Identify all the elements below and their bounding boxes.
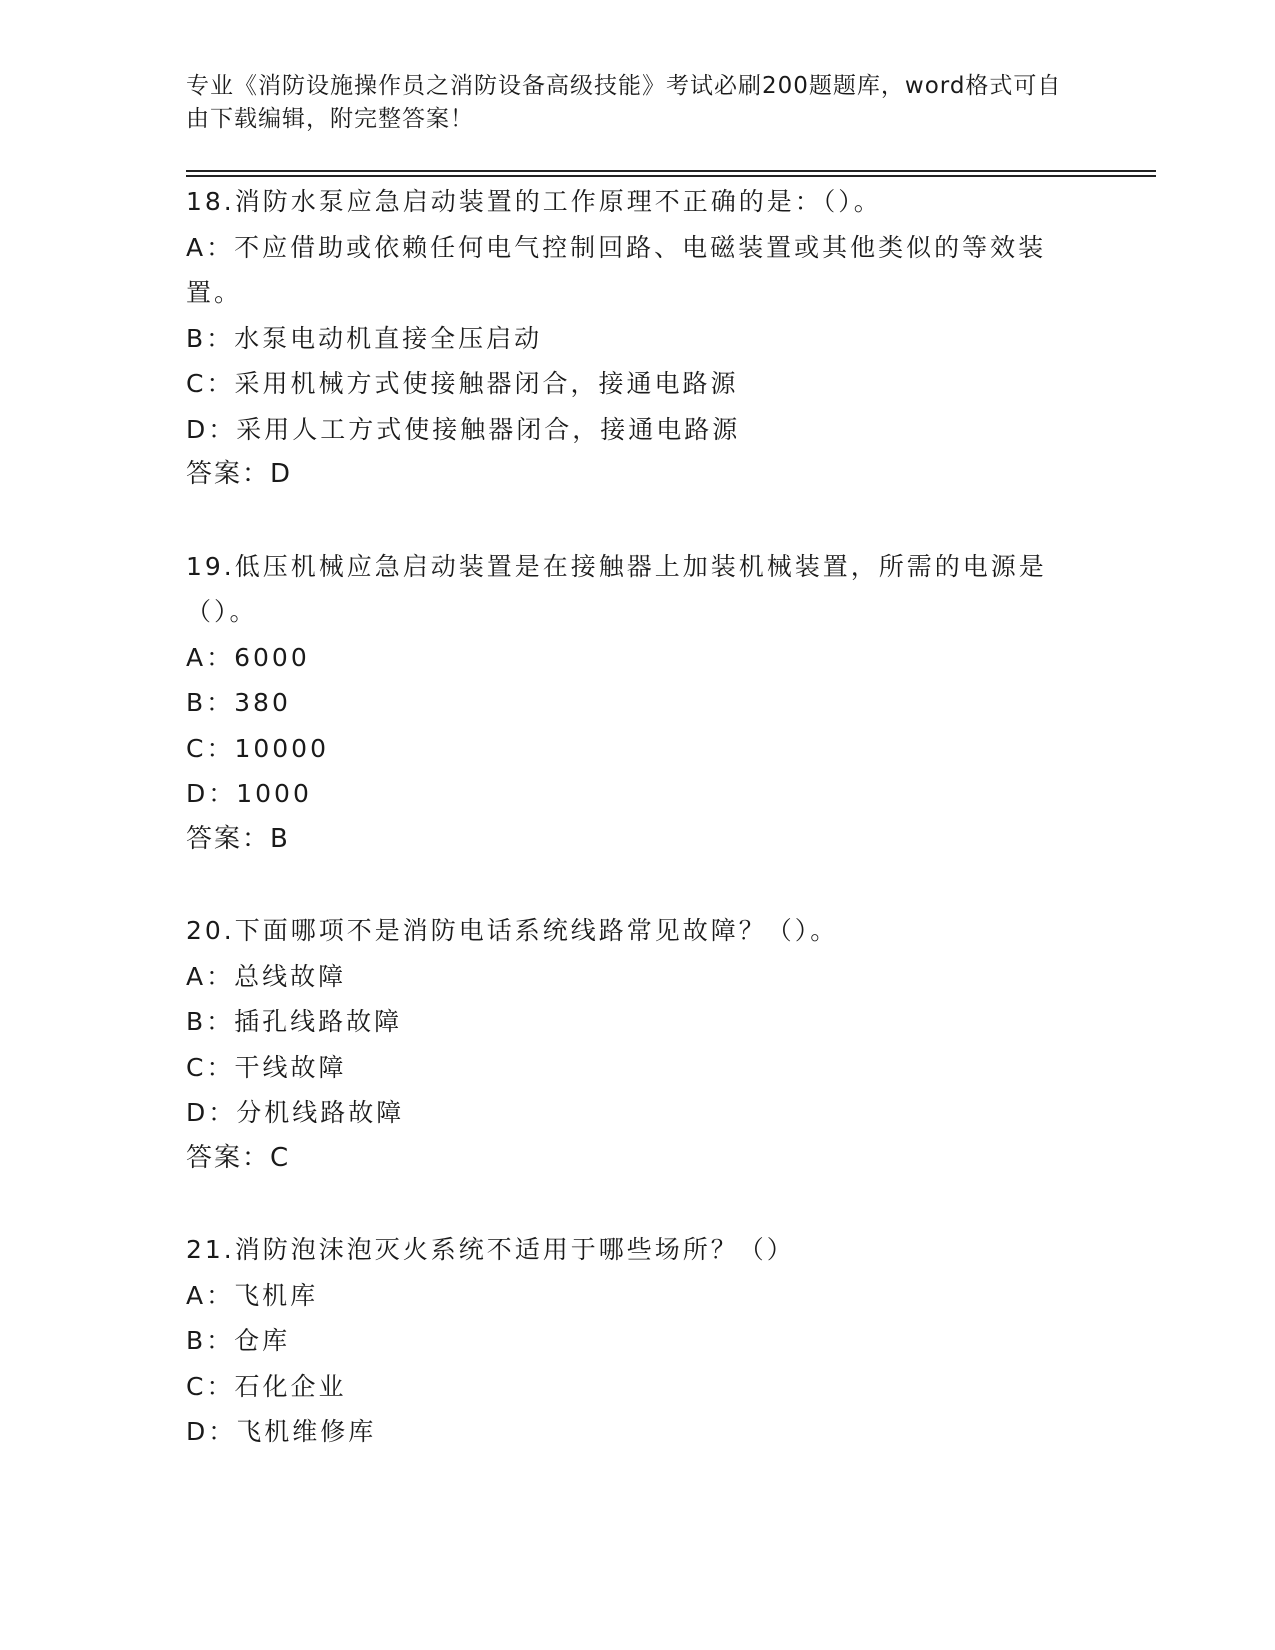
question-20 <box>186 908 1156 1181</box>
option-a: A：不应借助或依赖任何电气控制回路、电磁装置或其他类似的等效装置。 <box>186 232 1047 307</box>
option-d: D：飞机维修库 <box>186 1417 377 1446</box>
option-a: A：总线故障 <box>186 961 347 991</box>
rule-top <box>186 170 1156 172</box>
question-stem: 21.消防泡沫泡灭火系统不适用于哪些场所？（） <box>186 1235 795 1264</box>
option-c: C：采用机械方式使接触器闭合，接通电路源 <box>186 369 739 398</box>
option-d: D：采用人工方式使接触器闭合，接通电路源 <box>186 414 741 444</box>
question-stem: 20.下面哪项不是消防电话系统线路常见故障？（）。 <box>186 916 839 945</box>
answer-line: 答案：D <box>186 459 293 489</box>
option-c: C：干线故障 <box>186 1052 347 1082</box>
option-d: D：分机线路故障 <box>186 1098 405 1127</box>
question-stem: 19.低压机械应急启动装置是在接触器上加装机械装置，所需的电源是（）。 <box>186 551 1047 626</box>
option-b: B：水泵电动机直接全压启动 <box>186 323 543 353</box>
option-b: B：380 <box>186 688 291 717</box>
option-c: C：石化企业 <box>186 1371 347 1401</box>
answer-line: 答案：B <box>186 823 290 854</box>
option-c: C：10000 <box>186 733 329 763</box>
option-a: A：6000 <box>186 642 310 672</box>
answer-line: 答案：C <box>186 1142 291 1173</box>
question-list <box>186 179 1156 1455</box>
question-21 <box>186 1227 1156 1455</box>
option-b: B：插孔线路故障 <box>186 1007 403 1036</box>
question-stem: 18.消防水泵应急启动装置的工作原理不正确的是：（）。 <box>186 187 882 216</box>
option-b: B：仓库 <box>186 1326 291 1355</box>
header-double-rule <box>186 170 1156 177</box>
question-19 <box>186 544 1156 863</box>
option-d: D：1000 <box>186 779 312 808</box>
document-page <box>186 70 1156 1501</box>
rule-bottom <box>186 175 1156 177</box>
option-a: A：飞机库 <box>186 1280 319 1310</box>
question-18 <box>186 179 1156 498</box>
document-header: 专业《消防设施操作员之消防设备高级技能》考试必刷200题题库，word格式可自由下载编辑，附完整答案！ <box>186 73 1062 132</box>
